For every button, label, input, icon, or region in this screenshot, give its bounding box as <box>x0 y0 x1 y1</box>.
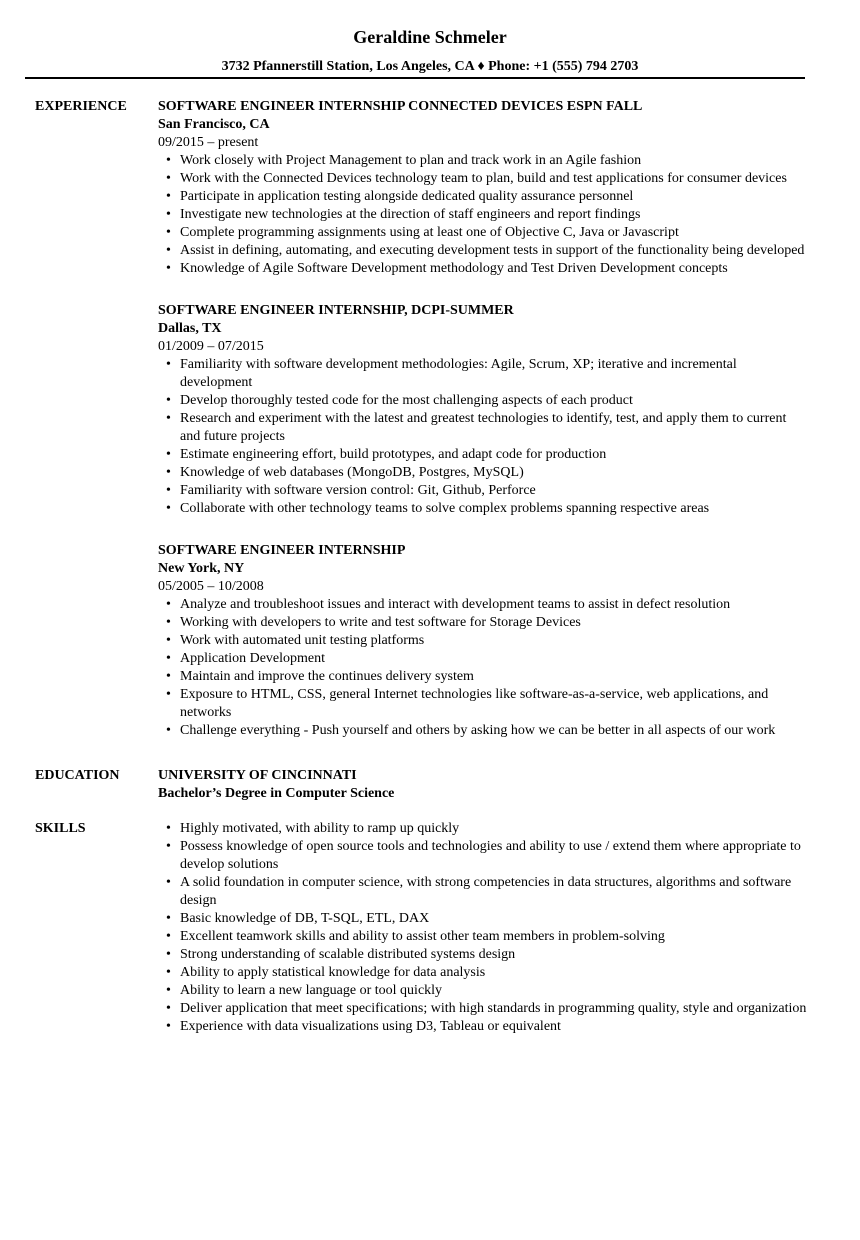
bullet-text: Analyze and troubleshoot issues and interact with development teams to assist in defect resolution <box>180 597 731 612</box>
job-bullets <box>158 596 818 740</box>
bullet-text: Assist in defining, automating, and executing development tests in support of the functionality being developed <box>180 243 805 258</box>
job-bullets <box>158 152 818 278</box>
bullet-icon: • <box>166 501 171 516</box>
bullet-text: Collaborate with other technology teams to solve complex problems spanning respective areas <box>180 501 710 516</box>
list-item <box>158 410 808 446</box>
list-item <box>158 596 808 614</box>
bullet-text: Exposure to HTML, CSS, general Internet technologies like software-as-a-service, web applications, and networks <box>180 687 769 720</box>
bullet-text: Work with automated unit testing platforms <box>180 633 425 648</box>
bullet-icon: • <box>166 965 171 980</box>
list-item <box>158 632 808 650</box>
bullet-icon: • <box>166 207 171 222</box>
job-dates: 01/2009 – 07/2015 <box>158 339 264 354</box>
section-label-experience: EXPERIENCE <box>35 99 127 114</box>
contact-info: 3732 Pfannerstill Station, Los Angeles, CA ♦ Phone: +1 (555) 794 2703 <box>221 59 639 74</box>
experience-list <box>158 98 818 767</box>
list-item <box>158 1000 808 1018</box>
bullet-text: Deliver application that meet specifications; with high standards in programming quality, style and organization <box>180 1001 807 1016</box>
bullet-icon: • <box>166 723 171 738</box>
bullet-text: Knowledge of Agile Software Development methodology and Test Driven Development concepts <box>180 261 728 276</box>
skills-list <box>158 820 818 1036</box>
list-item <box>158 464 808 482</box>
list-item <box>158 982 808 1000</box>
bullet-text: Experience with data visualizations using D3, Tableau or equivalent <box>180 1019 561 1034</box>
bullet-icon: • <box>166 1019 171 1034</box>
list-item <box>158 838 808 874</box>
bullet-icon: • <box>166 483 171 498</box>
job-location: San Francisco, CA <box>158 117 270 132</box>
bullet-text: A solid foundation in computer science, with strong competencies in data structures, algorithms and software design <box>180 875 792 908</box>
bullet-text: Research and experiment with the latest and greatest technologies to identify, test, and apply them to current and future projects <box>180 411 787 444</box>
degree: Bachelor’s Degree in Computer Science <box>158 786 395 801</box>
bullet-icon: • <box>166 875 171 890</box>
list-item <box>158 500 808 518</box>
job-location: Dallas, TX <box>158 321 222 336</box>
bullet-icon: • <box>166 669 171 684</box>
bullet-text: Challenge everything - Push yourself and others by asking how we can be better in all aspects of our work <box>180 723 776 738</box>
list-item <box>158 242 808 260</box>
bullet-text: Highly motivated, with ability to ramp up quickly <box>180 821 460 836</box>
list-item <box>158 910 808 928</box>
list-item <box>158 650 808 668</box>
job-entry <box>158 542 818 740</box>
education-content <box>158 767 818 803</box>
list-item <box>158 614 808 632</box>
list-item <box>158 260 808 278</box>
bullet-text: Knowledge of web databases (MongoDB, Postgres, MySQL) <box>180 465 524 480</box>
bullet-text: Working with developers to write and test software for Storage Devices <box>180 615 581 630</box>
bullet-icon: • <box>166 171 171 186</box>
list-item <box>158 686 808 722</box>
job-bullets <box>158 356 818 518</box>
list-item <box>158 1018 808 1036</box>
bullet-icon: • <box>166 911 171 926</box>
bullet-text: Develop thoroughly tested code for the most challenging aspects of each product <box>180 393 633 408</box>
bullet-text: Familiarity with software development methodologies: Agile, Scrum, XP; iterative and incremental development <box>180 357 737 390</box>
section-label-skills: SKILLS <box>35 821 86 836</box>
list-item <box>158 188 808 206</box>
list-item <box>158 874 808 910</box>
section-label-education: EDUCATION <box>35 768 120 783</box>
bullet-icon: • <box>166 633 171 648</box>
job-title: SOFTWARE ENGINEER INTERNSHIP <box>158 543 406 558</box>
list-item <box>158 964 808 982</box>
bullet-icon: • <box>166 597 171 612</box>
list-item <box>158 722 808 740</box>
job-location: New York, NY <box>158 561 245 576</box>
bullet-icon: • <box>166 929 171 944</box>
bullet-icon: • <box>166 983 171 998</box>
bullet-icon: • <box>166 839 171 854</box>
bullet-icon: • <box>166 651 171 666</box>
bullet-text: Investigate new technologies at the direction of staff engineers and report findings <box>180 207 641 222</box>
bullet-text: Excellent teamwork skills and ability to assist other team members in problem-solving <box>180 929 665 944</box>
experience-section <box>0 98 860 767</box>
list-item <box>158 152 808 170</box>
bullet-icon: • <box>166 447 171 462</box>
list-item <box>158 206 808 224</box>
list-item <box>158 446 808 464</box>
skills-section <box>0 820 860 1036</box>
candidate-name: Geraldine Schmeler <box>353 27 507 47</box>
bullet-text: Work with the Connected Devices technology team to plan, build and test applications for consumer devices <box>180 171 787 186</box>
bullet-text: Possess knowledge of open source tools and technologies and ability to use / extend them where appropriate to develop solutions <box>180 839 801 872</box>
job-entry <box>158 98 818 278</box>
bullet-icon: • <box>166 189 171 204</box>
bullet-icon: • <box>166 261 171 276</box>
header-divider <box>25 77 805 79</box>
bullet-icon: • <box>166 615 171 630</box>
list-item <box>158 482 808 500</box>
job-entry <box>158 302 818 518</box>
skills-content <box>158 820 818 1036</box>
bullet-icon: • <box>166 225 171 240</box>
list-item <box>158 668 808 686</box>
list-item <box>158 224 808 242</box>
bullet-icon: • <box>166 821 171 836</box>
bullet-text: Maintain and improve the continues delivery system <box>180 669 474 684</box>
bullet-text: Basic knowledge of DB, T-SQL, ETL, DAX <box>180 911 430 926</box>
list-item <box>158 356 808 392</box>
bullet-icon: • <box>166 465 171 480</box>
job-dates: 05/2005 – 10/2008 <box>158 579 264 594</box>
bullet-text: Strong understanding of scalable distributed systems design <box>180 947 516 962</box>
bullet-text: Participate in application testing alongside dedicated quality assurance personnel <box>180 189 634 204</box>
bullet-icon: • <box>166 243 171 258</box>
bullet-icon: • <box>166 153 171 168</box>
bullet-icon: • <box>166 393 171 408</box>
bullet-text: Ability to learn a new language or tool quickly <box>180 983 443 998</box>
list-item <box>158 946 808 964</box>
bullet-icon: • <box>166 357 171 372</box>
bullet-text: Estimate engineering effort, build prototypes, and adapt code for production <box>180 447 607 462</box>
bullet-text: Complete programming assignments using at least one of Objective C, Java or Javascript <box>180 225 679 240</box>
list-item <box>158 928 808 946</box>
bullet-text: Familiarity with software version control: Git, Github, Perforce <box>180 483 536 498</box>
bullet-text: Application Development <box>180 651 326 666</box>
bullet-icon: • <box>166 687 171 702</box>
bullet-icon: • <box>166 947 171 962</box>
job-title: SOFTWARE ENGINEER INTERNSHIP CONNECTED DEVICES ESPN FALL <box>158 99 643 114</box>
bullet-text: Ability to apply statistical knowledge for data analysis <box>180 965 486 980</box>
bullet-icon: • <box>166 411 171 426</box>
list-item <box>158 170 808 188</box>
resume-body <box>0 98 860 1036</box>
list-item <box>158 820 808 838</box>
bullet-icon: • <box>166 1001 171 1016</box>
school-name: UNIVERSITY OF CINCINNATI <box>158 768 357 783</box>
job-dates: 09/2015 – present <box>158 135 259 150</box>
bullet-text: Work closely with Project Management to plan and track work in an Agile fashion <box>180 153 642 168</box>
education-section <box>0 767 860 803</box>
job-title: SOFTWARE ENGINEER INTERNSHIP, DCPI-SUMMER <box>158 303 514 318</box>
list-item <box>158 392 808 410</box>
